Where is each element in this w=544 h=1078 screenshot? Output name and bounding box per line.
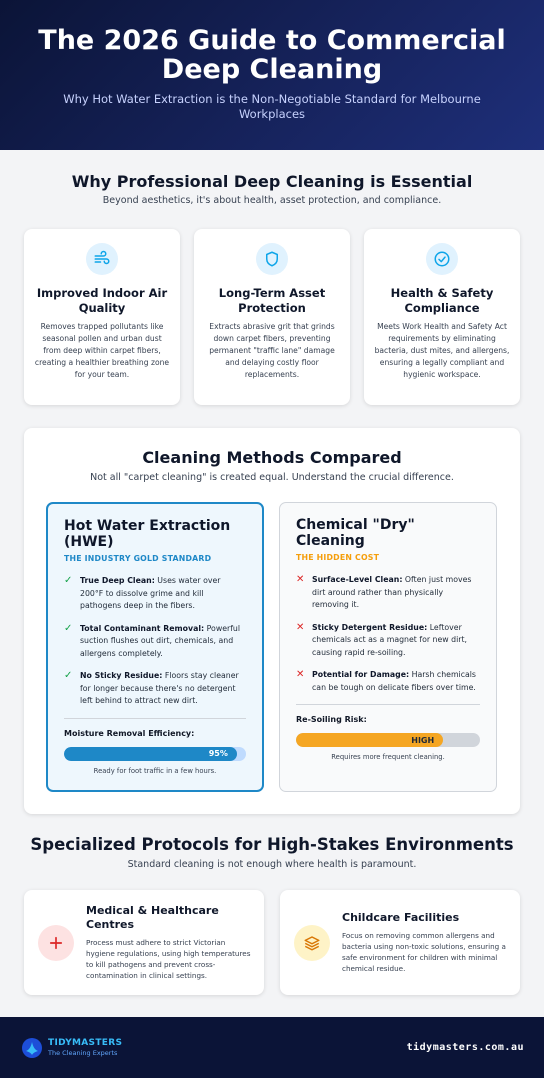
benefit-text: Meets Work Health and Safety Act requirements by eliminating bacteria, dust mites, and allergens, ensuring a legally compliant and hygienic workspace. xyxy=(374,322,510,379)
item-heading: True Deep Clean: xyxy=(80,576,155,585)
hero-banner xyxy=(0,0,544,150)
x-mark-icon: ✕ xyxy=(296,574,305,585)
hwe-title: Hot Water Extraction (HWE) xyxy=(64,518,231,550)
shield-icon xyxy=(256,243,288,275)
list-item xyxy=(296,669,480,694)
benefit-card-air-quality xyxy=(24,229,180,405)
list-item xyxy=(64,575,246,613)
brand-logo-icon xyxy=(20,1036,44,1060)
dry-method-card xyxy=(279,502,497,792)
item-text: Harsh chemicals can be tough on delicate fibers over time. xyxy=(312,670,476,692)
item-heading: Sticky Detergent Residue: xyxy=(312,622,428,632)
page-subtitle: Why Hot Water Extraction is the Non-Negotiable Standard for Melbourne Workplaces xyxy=(63,92,481,121)
protocol-card-childcare xyxy=(280,890,520,995)
medical-cross-icon xyxy=(38,925,74,961)
brand-logo[interactable] xyxy=(20,1036,122,1060)
moisture-bar-label: Moisture Removal Efficiency: xyxy=(64,728,195,738)
brand-name: TIDYMASTERS xyxy=(48,1038,123,1048)
item-heading: No Sticky Residue: xyxy=(80,671,163,680)
benefit-card-compliance xyxy=(364,229,520,405)
layers-icon xyxy=(294,925,330,961)
x-mark-icon: ✕ xyxy=(296,669,305,680)
benefit-text: Extracts abrasive grit that grinds down carpet fibers, preventing permanent "traffic lane" damage and delaying costly floor replacements. xyxy=(209,322,335,379)
methods-subtitle: Not all "carpet cleaning" is created equal. Understand the crucial difference. xyxy=(90,472,454,483)
divider xyxy=(296,704,480,705)
benefit-title: Improved Indoor Air Quality xyxy=(36,286,168,315)
dry-drawback-list xyxy=(296,574,480,694)
item-heading: Surface-Level Clean: xyxy=(312,575,403,584)
list-item xyxy=(296,622,480,660)
brand-tagline: The Cleaning Experts xyxy=(48,1049,118,1057)
checkmark-icon: ✓ xyxy=(64,670,73,681)
protocol-text: Focus on removing common allergens and bacteria using non-toxic solutions, ensuring a safe environment for children with minimal chemical residue. xyxy=(342,931,506,973)
methods-title: Cleaning Methods Compared xyxy=(142,448,402,467)
checkmark-icon: ✓ xyxy=(64,575,73,586)
protocol-card-medical xyxy=(24,890,264,995)
resoiling-bar-label: Re-Soiling Risk: xyxy=(296,715,367,724)
item-heading: Total Contaminant Removal: xyxy=(80,623,205,633)
methods-comparison-panel xyxy=(24,428,520,814)
list-item xyxy=(64,670,246,708)
protocols-title: Specialized Protocols for High-Stakes Environments xyxy=(30,835,514,854)
wind-icon xyxy=(86,243,118,275)
benefit-card-asset-protection xyxy=(194,229,350,405)
divider xyxy=(64,718,246,719)
footer xyxy=(0,1017,544,1078)
item-text: Often just moves dirt around rather than physically removing it. xyxy=(312,575,472,609)
benefit-title: Long-Term Asset Protection xyxy=(218,286,326,315)
why-section-title: Why Professional Deep Cleaning is Essential xyxy=(71,172,473,191)
resoiling-risk-text: HIGH xyxy=(411,735,435,745)
dry-title: Chemical "Dry" Cleaning xyxy=(296,517,415,549)
item-heading: Potential for Damage: xyxy=(312,670,410,679)
item-text: Leftover chemicals act as a magnet for new dirt, causing rapid re-soiling. xyxy=(312,622,467,657)
item-text: Floors stay cleaner for longer because there's no detergent left behind to attract new dirt. xyxy=(80,671,239,705)
moisture-progress-fill xyxy=(64,747,237,761)
resoiling-risk-bar xyxy=(296,733,480,747)
item-text: Powerful suction flushes out dirt, chemicals, and allergens completely. xyxy=(80,623,241,658)
benefit-text: Removes trapped pollutants like seasonal pollen and urban dust from deep within carpet fibers, creating a healthier breathing zone for your team. xyxy=(34,322,170,379)
why-section-subtitle: Beyond aesthetics, it's about health, asset protection, and compliance. xyxy=(102,195,442,206)
item-text: Uses water over 200°F to dissolve grime and kill pathogens deep in the fibers. xyxy=(80,576,221,610)
moisture-progress-text: 95% xyxy=(208,749,228,758)
checkmark-icon: ✓ xyxy=(64,622,73,634)
hwe-method-card xyxy=(46,502,264,792)
protocol-title: Childcare Facilities xyxy=(342,911,460,924)
list-item xyxy=(296,574,480,612)
website-link[interactable]: tidymasters.com.au xyxy=(406,1042,524,1053)
dry-tag: THE HIDDEN COST xyxy=(296,553,380,562)
protocol-title: Medical & Healthcare Centres xyxy=(86,904,219,931)
hwe-tag: THE INDUSTRY GOLD STANDARD xyxy=(64,554,212,563)
benefit-title: Health & Safety Compliance xyxy=(390,286,494,315)
protocol-text: Process must adhere to strict Victorian hygiene regulations, using high temperatures to kill pathogens and prevent cross-contamination in clinical settings. xyxy=(86,938,251,980)
x-mark-icon: ✕ xyxy=(296,621,305,633)
resoiling-risk-fill xyxy=(296,733,443,747)
check-circle-icon xyxy=(426,243,458,275)
resoiling-bar-note: Requires more frequent cleaning. xyxy=(331,753,445,761)
hwe-benefit-list xyxy=(64,575,246,708)
moisture-bar-note: Ready for foot traffic in a few hours. xyxy=(93,766,217,775)
page-title: The 2026 Guide to Commercial Deep Cleaning xyxy=(38,25,506,85)
list-item xyxy=(64,623,246,661)
moisture-progress-bar xyxy=(64,747,246,761)
protocols-subtitle: Standard cleaning is not enough where health is paramount. xyxy=(127,859,417,870)
